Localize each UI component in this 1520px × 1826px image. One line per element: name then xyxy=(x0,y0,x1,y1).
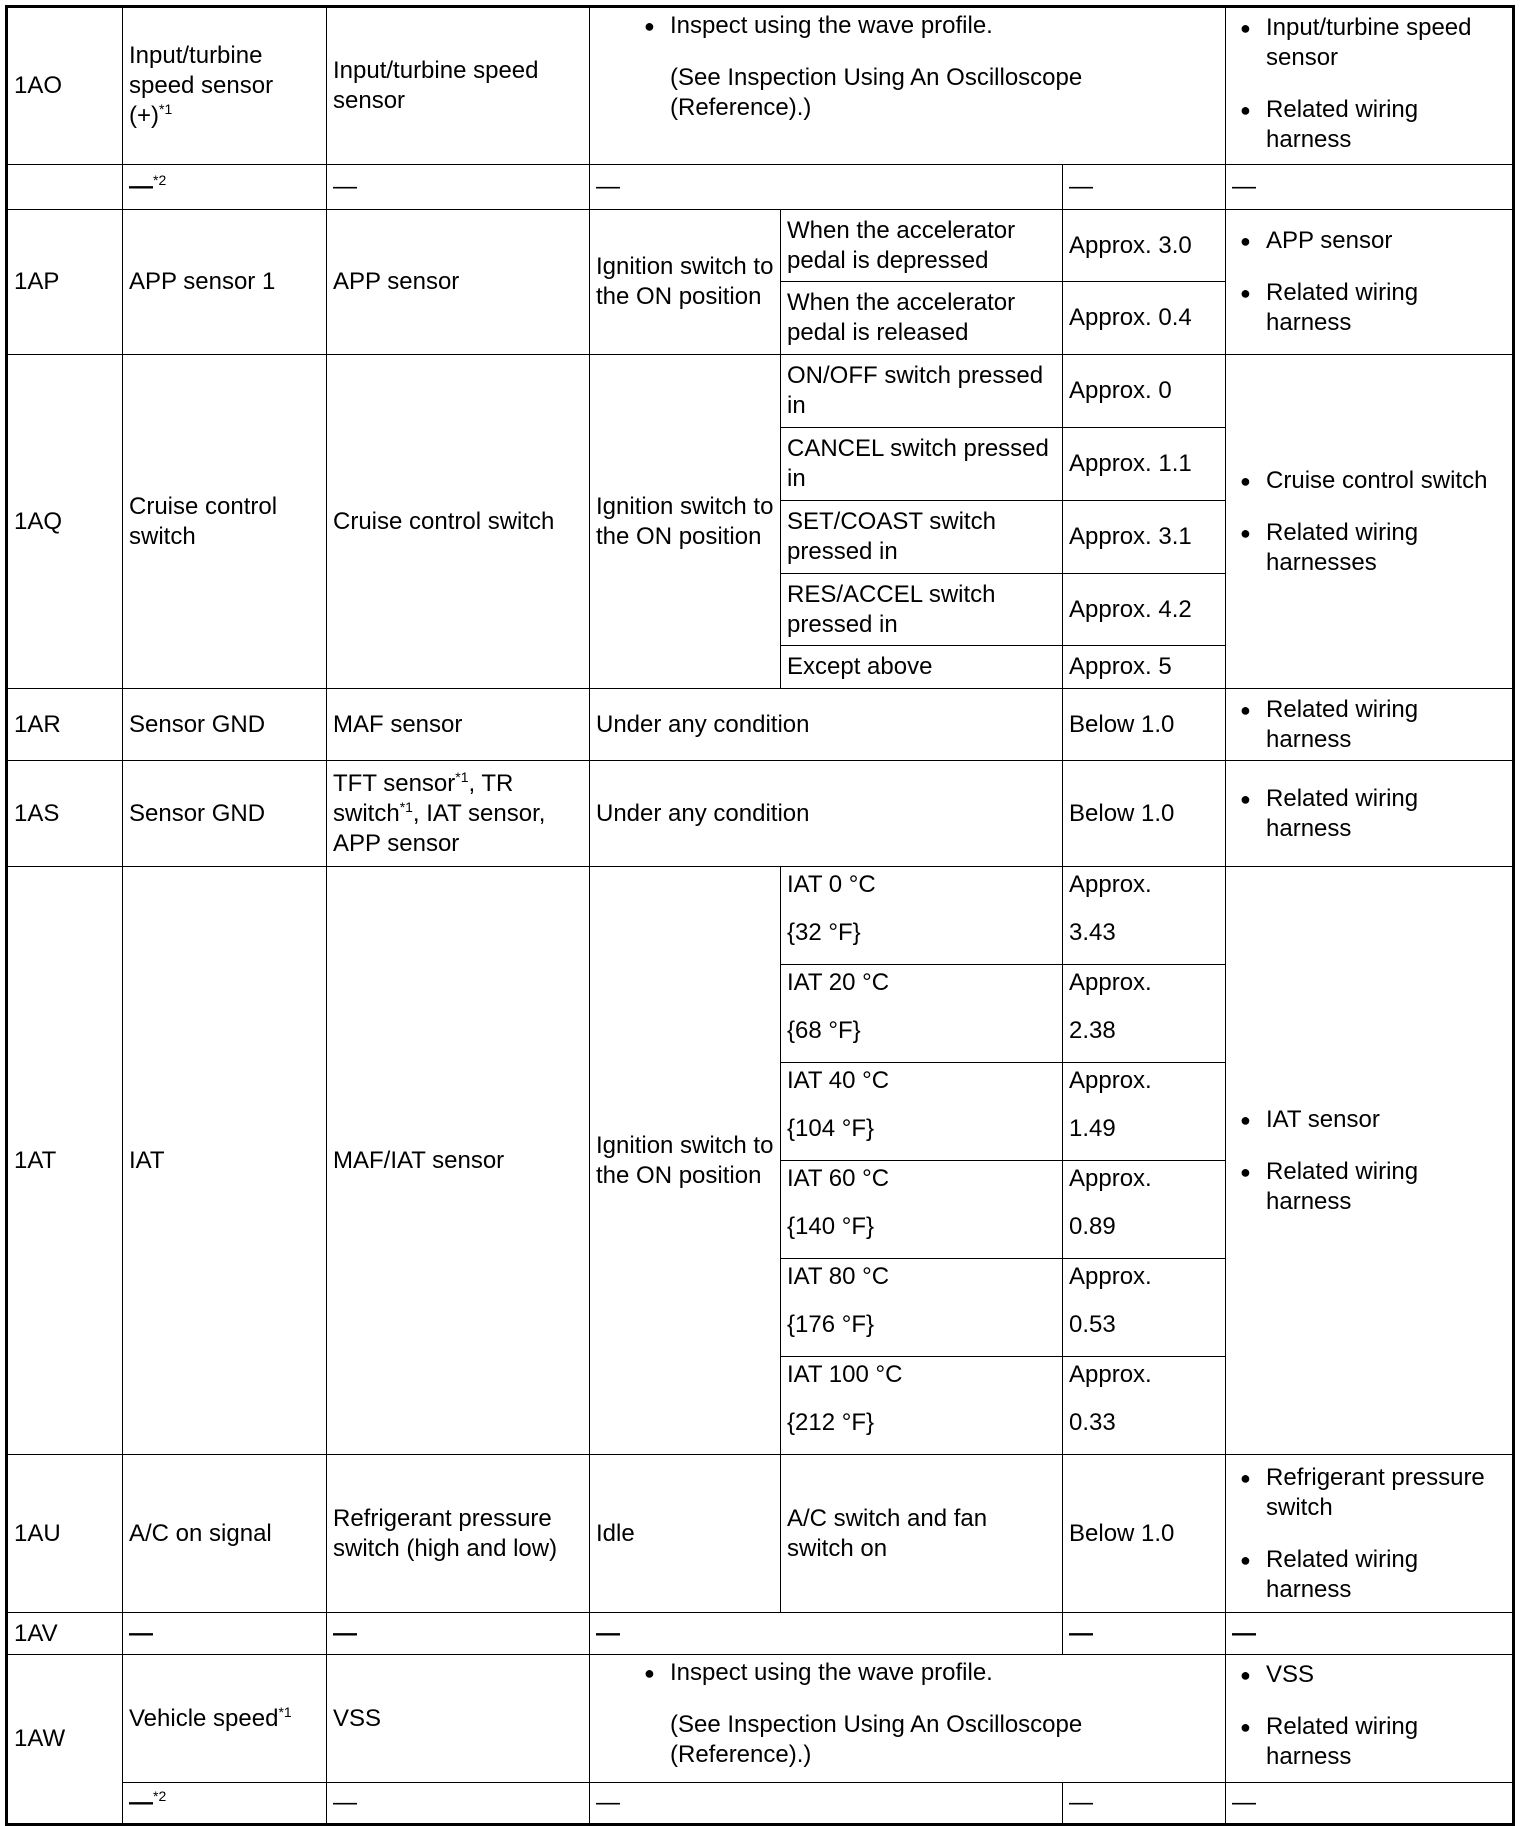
table-row-1AV xyxy=(7,1613,1514,1655)
footnote-marker: *1 xyxy=(278,1703,292,1720)
terminal-cell: 1AT xyxy=(7,867,123,1455)
bullet-item: ● Related wiring harness xyxy=(1232,1712,1506,1772)
connected-to-cell: VSS xyxy=(327,1655,590,1783)
voltage-cell: Below 1.0 xyxy=(1063,689,1226,761)
wave-profile-cell xyxy=(590,7,1226,165)
bullet-item: ● Related wiring harness xyxy=(1232,95,1506,155)
voltage-cell: Approx. 3.1 xyxy=(1063,501,1226,574)
test-condition-cell: Ignition switch to the ON position xyxy=(590,210,781,355)
condition-cell: CANCEL switch pressed in xyxy=(781,428,1063,501)
dash-cell: — xyxy=(590,165,1063,210)
condition-cell: ON/OFF switch pressed in xyxy=(781,355,1063,428)
signal-cell: APP sensor 1 xyxy=(123,210,327,355)
bullet-item: ● Related wiring harness xyxy=(1232,278,1506,338)
voltage-cell: Approx. 0.53 xyxy=(1063,1259,1226,1357)
condition-cell: Except above xyxy=(781,646,1063,689)
signal-cell: IAT xyxy=(123,867,327,1455)
bullet-item: ● IAT sensor xyxy=(1232,1105,1506,1135)
table-row-1AW-alt xyxy=(7,1783,1514,1825)
test-condition-cell: Ignition switch to the ON position xyxy=(590,355,781,689)
condition-cell: When the accelerator pedal is released xyxy=(781,282,1063,355)
terminal-cell: 1AW xyxy=(7,1655,123,1825)
connected-to-cell: TFT sensor$^{*1}$, TR switch$^{*1}$, IAT sensor, APP sensor xyxy=(327,761,590,867)
dash-cell: — xyxy=(1063,1783,1226,1825)
bullet-item: ● Related wiring harness xyxy=(1232,784,1506,844)
test-condition-cell: Under any condition xyxy=(590,761,1063,867)
bullet-item: ● APP sensor xyxy=(1232,226,1506,256)
wave-profile-cell xyxy=(590,1655,1226,1783)
signal-cell: Vehicle speed$^{*1}$ xyxy=(123,1655,327,1783)
dash-cell: — xyxy=(590,1613,1063,1655)
signal-cell: A/C on signal xyxy=(123,1455,327,1613)
condition-cell: A/C switch and fan switch on xyxy=(781,1455,1063,1613)
dash-cell: — xyxy=(1063,1613,1226,1655)
table-row-1AP xyxy=(7,210,1514,282)
action-cell xyxy=(1226,1455,1514,1613)
signal-cell: Cruise control switch xyxy=(123,355,327,689)
wave-reference: (See Inspection Using An Oscilloscope (Reference).) xyxy=(670,64,1083,121)
table-row-1AU xyxy=(7,1455,1514,1613)
action-cell xyxy=(1226,1655,1514,1783)
dash-cell: — xyxy=(327,165,590,210)
dash-cell: — xyxy=(1226,1613,1514,1655)
table-row-1AO xyxy=(7,7,1514,165)
voltage-cell: Approx. 0.33 xyxy=(1063,1357,1226,1455)
bullet-item: ● Related wiring harness xyxy=(1232,695,1506,755)
terminal-cell: 1AR xyxy=(7,689,123,761)
bullet-item: ● Input/turbine speed sensor xyxy=(1232,13,1506,73)
condition-cell: IAT 80 °C {176 °F} xyxy=(781,1259,1063,1357)
voltage-cell: Approx. 0.89 xyxy=(1063,1161,1226,1259)
terminal-cell: 1AU xyxy=(7,1455,123,1613)
test-condition-cell: Idle xyxy=(590,1455,781,1613)
table-row-1AS xyxy=(7,761,1514,867)
connected-to-cell: MAF sensor xyxy=(327,689,590,761)
test-condition-cell: Under any condition xyxy=(590,689,1063,761)
condition-cell: IAT 20 °C {68 °F} xyxy=(781,965,1063,1063)
action-cell xyxy=(1226,355,1514,689)
terminal-cell: 1AQ xyxy=(7,355,123,689)
bullet-item: ● VSS xyxy=(1232,1660,1506,1690)
test-condition-cell: Ignition switch to the ON position xyxy=(590,867,781,1455)
action-cell xyxy=(1226,867,1514,1455)
dash-cell: — xyxy=(327,1783,590,1825)
condition-cell: IAT 40 °C {104 °F} xyxy=(781,1063,1063,1161)
voltage-cell: Approx. 1.1 xyxy=(1063,428,1226,501)
action-cell xyxy=(1226,689,1514,761)
table-row-1AR xyxy=(7,689,1514,761)
terminal-cell-empty xyxy=(7,165,123,210)
voltage-cell: Below 1.0 xyxy=(1063,761,1226,867)
table-row-1AW xyxy=(7,1655,1514,1783)
voltage-cell: Approx. 5 xyxy=(1063,646,1226,689)
condition-cell: IAT 60 °C {140 °F} xyxy=(781,1161,1063,1259)
connected-to-cell: Refrigerant pressure switch (high and low) xyxy=(327,1455,590,1613)
terminal-cell: 1AV xyxy=(7,1613,123,1655)
connected-to-cell: APP sensor xyxy=(327,210,590,355)
table-row-1AQ xyxy=(7,355,1514,428)
terminal-cell: 1AO xyxy=(7,7,123,165)
connected-to-cell: Cruise control switch xyxy=(327,355,590,689)
voltage-cell: Approx. 3.0 xyxy=(1063,210,1226,282)
voltage-cell: Approx. 0 xyxy=(1063,355,1226,428)
voltage-cell: Approx. 4.2 xyxy=(1063,574,1226,646)
footnote-marker: *1 xyxy=(455,768,469,785)
voltage-cell: Approx. 0.4 xyxy=(1063,282,1226,355)
terminal-voltage-table xyxy=(5,5,1515,1826)
connected-to-cell: MAF/IAT sensor xyxy=(327,867,590,1455)
signal-cell: Sensor GND xyxy=(123,689,327,761)
dash-cell: — xyxy=(123,1613,327,1655)
voltage-cell: Approx. 1.49 xyxy=(1063,1063,1226,1161)
voltage-cell: Below 1.0 xyxy=(1063,1455,1226,1613)
signal-cell: —$^{*2}$ xyxy=(123,165,327,210)
footnote-marker: *2 xyxy=(153,172,167,188)
bullet-item: ● Related wiring harness xyxy=(1232,1157,1506,1217)
terminal-cell: 1AP xyxy=(7,210,123,355)
signal-cell: —$^{*2}$ xyxy=(123,1783,327,1825)
signal-cell: Sensor GND xyxy=(123,761,327,867)
signal-cell: Input/turbine speed sensor $(+)^{*1}$ xyxy=(123,7,327,165)
condition-cell: RES/ACCEL switch pressed in xyxy=(781,574,1063,646)
dash-cell: — xyxy=(1226,1783,1514,1825)
action-cell xyxy=(1226,210,1514,355)
footnote-marker: *1 xyxy=(159,101,173,117)
bullet-item: ● Cruise control switch xyxy=(1232,466,1506,496)
footnote-marker: *2 xyxy=(153,1788,167,1804)
dash-cell: — xyxy=(1226,165,1514,210)
footnote-marker: *1 xyxy=(399,798,413,815)
action-cell xyxy=(1226,761,1514,867)
voltage-cell: Approx. 3.43 xyxy=(1063,867,1226,965)
condition-cell: IAT 0 °C {32 °F} xyxy=(781,867,1063,965)
connected-to-cell: Input/turbine speed sensor xyxy=(327,7,590,165)
bullet-item: ● Related wiring harnesses xyxy=(1232,518,1506,578)
voltage-cell: Approx. 2.38 xyxy=(1063,965,1226,1063)
wave-instruction: ● Inspect using the wave profile. xyxy=(636,1658,1219,1688)
table-row-1AO-alt xyxy=(7,165,1514,210)
dash-cell: — xyxy=(590,1783,1063,1825)
bullet-item: ● Refrigerant pressure switch xyxy=(1232,1463,1506,1523)
action-cell xyxy=(1226,7,1514,165)
wave-instruction: ● Inspect using the wave profile. xyxy=(636,11,1219,41)
dash-cell: — xyxy=(327,1613,590,1655)
bullet-item: ● Related wiring harness xyxy=(1232,1545,1506,1605)
terminal-cell: 1AS xyxy=(7,761,123,867)
terminal-voltage-table-page xyxy=(5,5,1512,1821)
condition-cell: When the accelerator pedal is depressed xyxy=(781,210,1063,282)
table-row-1AT xyxy=(7,867,1514,965)
condition-cell: IAT 100 °C {212 °F} xyxy=(781,1357,1063,1455)
condition-cell: SET/COAST switch pressed in xyxy=(781,501,1063,574)
dash-cell: — xyxy=(1063,165,1226,210)
wave-reference: (See Inspection Using An Oscilloscope (Reference).) xyxy=(670,1711,1083,1768)
